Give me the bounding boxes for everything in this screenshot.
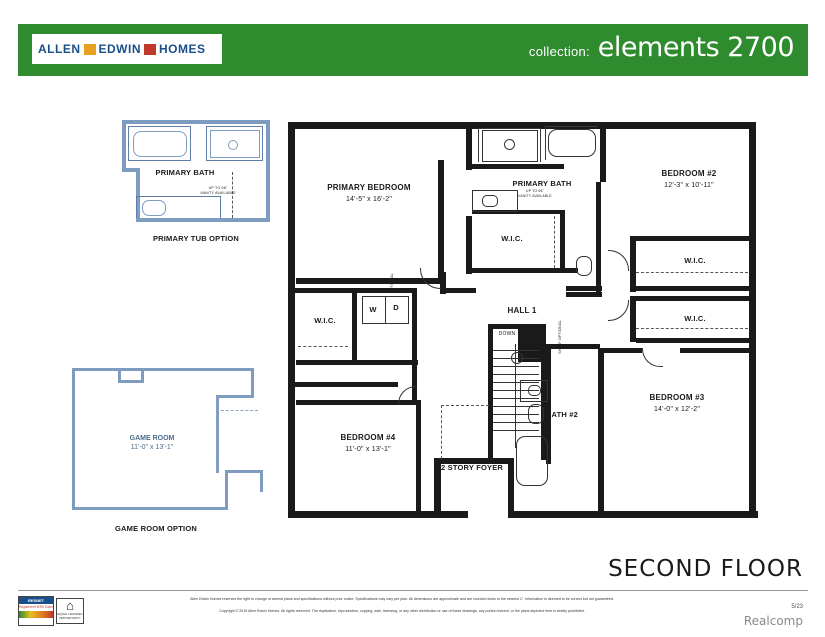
disclaimer-line-1: Allen Edwin Homes reserves the right to change or amend plans and specifications without prior notice. Specifications may vary per plan. All dimensions are approximate and are rounded down to the nearest 1". Information is deemed to be correct but not guaranteed.	[190, 597, 614, 601]
resnet-title: RESNET	[19, 597, 53, 604]
resnet-sub: Registered HERS Rater	[19, 605, 53, 609]
footer-divider	[18, 590, 808, 591]
logo-divider-orange	[84, 44, 96, 55]
logo-text-homes: HOMES	[159, 42, 206, 56]
realcomp-watermark: Realcomp	[743, 614, 803, 628]
resnet-scale	[19, 611, 53, 618]
floor-plan-page: ALLEN EDWIN HOMES collection: elements 2700 PRIMARY BATH UP TO 96" VANITY AVAILABLE PRIMARY TUB OPTION GAME ROOM 11'-0" x 13'-1" GAME ROOM OPTION PRIMARY BATH UP TO 96" VANITY AVAILABLE W.I.C. PRIMARY BEDROOM 14'-5" x 16'-2" BEDROOM #2 12'-3" x 10'-11" W.I.C. W.I.C. BEDROOM #3 14'-0" x 12'-2" W.I.C. LAUNDRY W D OPTIONAL BEDROOM #4 11'-0" x 13'-1" HALL 1 DOWN BATH #2 SHELF OPTIONAL 2 STORY FOYER SECOND FLOOR RESNET Registered HERS Rater ⌂ EQUAL HOUSING OPPORTUNITY Allen Edwin Homes reserves the right to change or amend plans and specifications without prior notice. Specifications may vary per plan. All dimensions are approximate and are rounded down to the nearest 1". Information is deemed to be correct but not guaranteed. Copyright © 2015 Allen Edwin Homes. All rights reserved. The duplication, reproduction, copying, sale, licensing, or any other distribution or use of these drawings, any portion thereof, or the plans depicted here is strictly prohibited. 5/23 Realcomp	[0, 0, 825, 637]
collection-name: elements 2700	[597, 32, 794, 63]
company-logo	[32, 34, 222, 64]
page-number: 5/23	[791, 604, 803, 610]
resnet-badge	[18, 596, 54, 626]
house-icon: ⌂	[66, 598, 74, 613]
logo-text-allen: ALLEN	[38, 42, 81, 56]
collection-label: collection:	[528, 44, 590, 59]
eho-text: EQUAL HOUSING OPPORTUNITY	[57, 612, 83, 620]
logo-text-edwin: EDWIN	[98, 42, 141, 56]
logo-divider-red	[144, 44, 156, 55]
equal-housing-icon	[56, 598, 84, 624]
header-bar	[18, 24, 808, 76]
floor-title: SECOND FLOOR	[608, 556, 803, 582]
disclaimer-line-2: Copyright © 2015 Allen Edwin Homes. All rights reserved. The duplication, reproduction, copying, sale, licensing, or any other distribution or use of these drawings, any portion thereof, or the plans depicted here is strictly prohibited.	[219, 609, 585, 613]
